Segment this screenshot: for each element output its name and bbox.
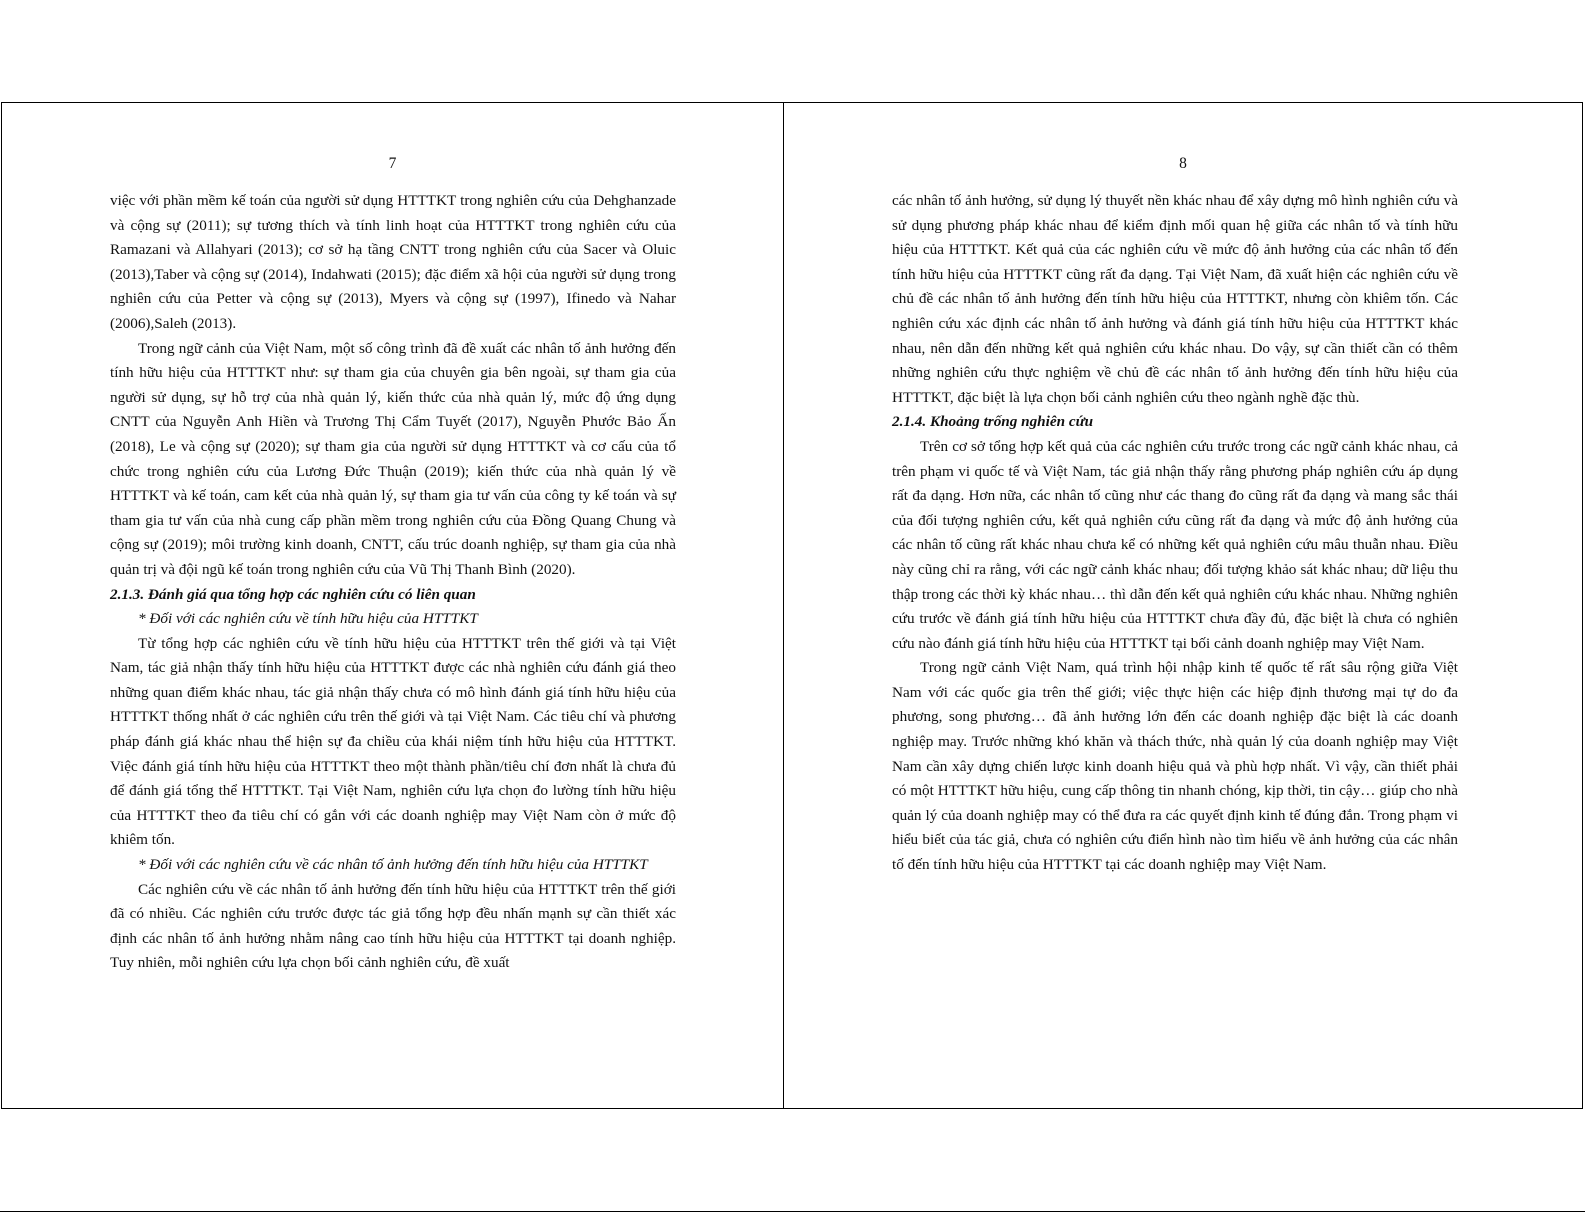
paragraph: Trong ngữ cảnh của Việt Nam, một số công trình đã đề xuất các nhân tố ảnh hưởng đến tính hữu hiệu của HTTTKT như: sự tham gia của chuyên gia bên ngoài, sự tham gia của người sử dụng, sự hỗ trợ của nhà quản lý, kiến thức của nhà quản lý, mức độ ứng dụng CNTT của Nguyễn Anh Hiền và Trương Thị Cẩm Tuyết (2017), Nguyễn Phước Bảo Ấn (2018), Le và cộng sự (2020); sự tham gia của người sử dụng HTTTKT và cơ cấu của tổ chức trong nghiên cứu của Lương Đức Thuận (2019); kiến thức của nhà quản lý về HTTTKT và kế toán, cam kết của nhà quản lý, sự tham gia tư vấn của công ty kế toán và sự tham gia tư vấn của nhà cung cấp phần mềm trong nghiên cứu của Đồng Quang Chung và cộng sự (2019); môi trường kinh doanh, CNTT, cấu trúc doanh nghiệp, sự tham gia của nhà quản trị và đội ngũ kế toán trong nghiên cứu của Vũ Thị Thanh Bình (2020).: [110, 339, 676, 578]
document-spread: [1, 102, 1583, 1109]
paragraph: Trên cơ sở tổng hợp kết quả của các nghiên cứu trước trong các ngữ cảnh khác nhau, cả trên phạm vi quốc tế và Việt Nam, tác giả nhận thấy rằng phương pháp nghiên cứu áp dụng rất đa dạng. Hơn nữa, các nhân tố cũng như các thang đo cũng rất đa dạng và mang sắc thái của đối tượng nghiên cứu, kết quả nghiên cứu cũng rất đa dạng và mức độ ảnh hưởng của các nhân tố cũng rất khác nhau chưa kể có những kết quả nghiên cứu mâu thuẫn nhau. Điều này cũng chỉ ra rằng, với các ngữ cảnh khác nhau; đối tượng khảo sát khác nhau; dữ liệu thu thập trong các thời kỳ khác nhau… thì dẫn đến kết quả nghiên cứu khác nhau. Những nghiên cứu trước về đánh giá tính hữu hiệu của HTTTKT chưa đầy đủ, đặc biệt là chưa có nghiên cứu nào đánh giá tính hữu hiệu của HTTTKT tại bối cảnh doanh nghiệp may Việt Nam.: [892, 437, 1458, 652]
page-number: 7: [388, 155, 397, 172]
bottom-divider: [0, 1211, 1585, 1212]
paragraph: Trong ngữ cảnh Việt Nam, quá trình hội nhập kinh tế quốc tế rất sâu rộng giữa Việt Nam với các quốc gia trên thế giới; việc thực hiện các hiệp định thương mại tự do đa phương, song phương… đã ảnh hưởng lớn đến các doanh nghiệp đặc biệt là các doanh nghiệp may. Trước những khó khăn và thách thức, nhà quản lý của doanh nghiệp may Việt Nam cần xây dựng chiến lược kinh doanh hiệu quả và phù hợp nhất. Vì vậy, cần thiết phải có một HTTTKT hữu hiệu, cung cấp thông tin nhanh chóng, kịp thời, tin cậy… giúp cho nhà quản lý của doanh nghiệp may có thể đưa ra các quyết định kinh tế đúng đắn. Trong phạm vi hiểu biết của tác giả, chưa có nghiên cứu điển hình nào tìm hiểu về ảnh hưởng của các nhân tố đến tính hữu hiệu của HTTTKT tại các doanh nghiệp may Việt Nam.: [892, 659, 1458, 874]
paragraph: các nhân tố ảnh hưởng, sử dụng lý thuyết nền khác nhau để xây dựng mô hình nghiên cứu và sử dụng phương pháp khác nhau để kiểm định mối quan hệ giữa các nhân tố và tính hữu hiệu của HTTTKT. Kết quả của các nghiên cứu về mức độ ảnh hưởng của các nhân tố đến tính hữu hiệu của HTTTKT cũng rất đa dạng. Tại Việt Nam, đã xuất hiện các nghiên cứu về chủ đề các nhân tố ảnh hưởng đến tính hữu hiệu của HTTTKT, nhưng còn khiêm tốn. Các nghiên cứu xác định các nhân tố ảnh hưởng và đánh giá tính hữu hiệu của HTTTKT khác nhau, nên dẫn đến những kết quả nghiên cứu khác nhau. Do vậy, sự cần thiết cần có thêm những nghiên cứu thực nghiệm về chủ đề các nhân tố ảnh hưởng đến tính hữu hiệu của HTTTKT, đặc biệt là lựa chọn bối cảnh nghiên cứu theo ngành nghề đặc thù.: [892, 192, 1458, 406]
page-body: [892, 189, 1458, 878]
page-body: [110, 189, 676, 976]
section-heading: 2.1.3. Đánh giá qua tổng hợp các nghiên cứu có liên quan: [110, 585, 476, 603]
right-page: [784, 103, 1582, 1108]
section-heading: 2.1.4. Khoảng trống nghiên cứu: [892, 413, 1094, 431]
subsection-heading: * Đối với các nghiên cứu về các nhân tố ảnh hưởng đến tính hữu hiệu của HTTTKT: [138, 856, 648, 874]
paragraph: Các nghiên cứu về các nhân tố ảnh hưởng đến tính hữu hiệu của HTTTKT trên thế giới đã có nhiều. Các nghiên cứu trước được tác giả tổng hợp đều nhấn mạnh sự cần thiết xác định các nhân tố ảnh hưởng nhằm nâng cao tính hữu hiệu của HTTTKT tại doanh nghiệp. Tuy nhiên, mỗi nghiên cứu lựa chọn bối cảnh nghiên cứu, đề xuất: [110, 880, 676, 972]
paragraph: Từ tổng hợp các nghiên cứu về tính hữu hiệu của HTTTKT trên thế giới và tại Việt Nam, tác giả nhận thấy tính hữu hiệu của HTTTKT được các nhà nghiên cứu đánh giá theo những quan điểm khác nhau, tác giả nhận thấy chưa có mô hình đánh giá tính hữu hiệu của HTTTKT thống nhất ở các nghiên cứu trên thế giới và tại Việt Nam. Các tiêu chí và phương pháp đánh giá khác nhau thể hiện sự đa chiều của khái niệm tính hữu hiệu của HTTTKT. Việc đánh giá tính hữu hiệu của HTTTKT theo một thành phần/tiêu chí đơn nhất là chưa đủ để đánh giá tổng thể HTTTKT. Tại Việt Nam, nghiên cứu lựa chọn đo lường tính hữu hiệu của HTTTKT theo đa tiêu chí có gắn với các doanh nghiệp may Việt Nam còn ở mức độ khiêm tốn.: [110, 634, 676, 849]
page-number: 8: [1179, 155, 1187, 172]
left-page: [2, 103, 784, 1108]
paragraph: việc với phần mềm kế toán của người sử dụng HTTTKT trong nghiên cứu của Dehghanzade và cộng sự (2011); sự tương thích và tính linh hoạt của HTTTKT trong nghiên cứu của Ramazani và Allahyari (2013); cơ sở hạ tầng CNTT trong nghiên cứu của Sacer và Oluic (2013),Taber và cộng sự (2014), Indahwati (2015); đặc điểm xã hội của người sử dụng trong nghiên cứu của Petter và cộng sự (2013), Myers và cộng sự (1997), Ifinedo và Nahar (2006),Saleh (2013).: [110, 192, 676, 332]
subsection-heading: * Đối với các nghiên cứu về tính hữu hiệu của HTTTKT: [138, 610, 478, 628]
